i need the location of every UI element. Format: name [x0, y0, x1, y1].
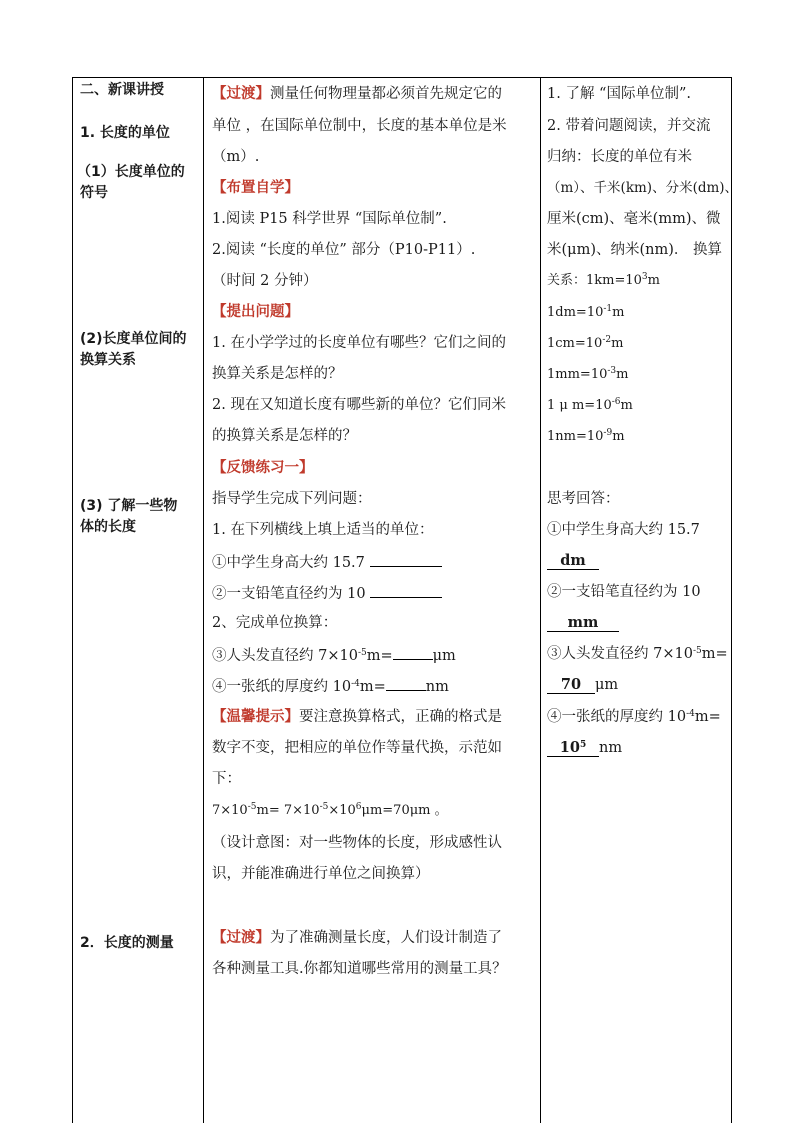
student-line4: （m）、千米(km)、分米(dm)、	[547, 180, 739, 196]
tip-tag: 【温馨提示】	[212, 709, 299, 725]
questions-tag: 【提出问题】	[212, 304, 299, 320]
feedback-task2: 2、完成单位换算：	[212, 615, 338, 631]
answer-q2-value: mm	[547, 615, 619, 632]
answer-q3: 70 μm	[547, 675, 618, 695]
tip-line3: 下：	[212, 771, 241, 787]
transition2-line1: 【过渡】为了准确测量长度，人们设计制造了	[212, 930, 502, 946]
exercise-q1: ①中学生身高大约 15.7	[212, 551, 442, 573]
transition2-tag: 【过渡】	[212, 930, 270, 946]
transition-paragraph-line1: 【过渡】测量任何物理量都必须首先规定它的	[212, 86, 502, 102]
tip-line1: 【温馨提示】要注意换算格式，正确的格式是	[212, 709, 502, 725]
answer-q1	[547, 551, 599, 571]
self-study-item1: 1.阅读 P15 科学世界 “国际单位制”.	[212, 211, 447, 227]
sub-unit-conversion-line2: 换算关系	[80, 352, 136, 368]
tip-line2: 数字不变，把相应的单位作等量代换，示范如	[212, 740, 502, 756]
conversion-um: 1 μ $m=10^{-6}m$	[547, 397, 633, 413]
answer-q3-value: 70	[547, 677, 595, 694]
answer-blank-q2[interactable]	[370, 582, 442, 598]
sub-unit-symbols-line2: 符号	[80, 185, 108, 201]
feedback-task1: 1. 在下列横线上填上适当的单位：	[212, 522, 434, 538]
sub-unit-symbols-line1: （1）长度单位的	[77, 164, 185, 180]
conversion-nm: $1nm=10^{-9}m$	[547, 428, 625, 444]
answer-blank-q4[interactable]	[386, 675, 426, 691]
self-study-item2: 2.阅读 “长度的单位” 部分（P10-P11）.	[212, 242, 476, 258]
student-line1: 1. 了解 “国际单位制”.	[547, 86, 691, 102]
exercise-q2: ②一支铅笔直径约为 10	[212, 582, 442, 604]
outline-column	[73, 78, 203, 1123]
sub-unit-conversion-line1: (2)长度单位间的	[80, 331, 187, 347]
lesson-table	[72, 77, 739, 1123]
question1-line2: 换算关系是怎样的？	[212, 366, 343, 382]
answer-blank-q1[interactable]	[370, 551, 442, 567]
student-activity-column	[541, 78, 739, 1123]
design-intent-line2: 识，并能准确进行单位之间换算）	[212, 866, 430, 882]
teacher-activity-column	[204, 78, 540, 1123]
question2-line2: 的换算关系是怎样的？	[212, 428, 357, 444]
topic-length-measurement: 2．长度的测量	[80, 935, 174, 951]
feedback-tag: 【反馈练习一】	[212, 460, 314, 476]
answer-q4: $10^5$ nm	[547, 738, 622, 758]
answer-q2-text: ②一支铅笔直径约为 10	[547, 584, 701, 600]
answer-q3-text: ③人头发直径约 $7\times 10^{-5}m=$	[547, 646, 728, 662]
answer-q1-value: dm	[547, 553, 599, 570]
answer-blank-q3[interactable]	[393, 644, 433, 660]
sub-object-length-line1: (3) 了解一些物	[80, 498, 178, 514]
question1-line1: 1. 在小学学过的长度单位有哪些？它们之间的	[212, 335, 506, 351]
conversion-cm: $1cm=10^{-2}m$	[547, 335, 624, 351]
design-intent-line1: （设计意图：对一些物体的长度，形成感性认	[212, 835, 502, 851]
transition-paragraph-line3: （m）.	[212, 149, 260, 165]
answer-q4-text: ④一张纸的厚度约 $10^{-4}m=$	[547, 709, 721, 725]
student-line3: 归纳：长度的单位有米	[547, 149, 692, 165]
conversion-example: $7\times 10^{-5}m= 7\times 10^{-5}\times 10^6\mu m=70\mu m$ 。	[212, 802, 448, 818]
transition-paragraph-line2: 单位 ，在国际单位制中，长度的基本单位是米	[212, 118, 507, 134]
answer-q1-text: ①中学生身高大约 15.7	[547, 522, 700, 538]
self-study-time: （时间 2 分钟）	[212, 273, 318, 289]
exercise-q4: ④一张纸的厚度约 $10^{-4}m=$ nm	[212, 675, 449, 697]
topic-length-units: 1. 长度的单位	[80, 125, 170, 141]
conversion-mm: $1mm=10^{-3}m$	[547, 366, 629, 382]
student-line5: 厘米(cm)、毫米(mm)、微	[547, 211, 721, 227]
answer-q2	[547, 613, 619, 633]
answer-q4-value: $10^5$	[547, 740, 599, 757]
question2-line1: 2. 现在又知道长度有哪些新的单位？它们同米	[212, 397, 506, 413]
self-study-tag: 【布置自学】	[212, 180, 299, 196]
exercise-q3: ③人头发直径约 $7\times 10^{-5}m= \mu m$	[212, 644, 456, 666]
student-line2: 2. 带着问题阅读，并交流	[547, 118, 711, 134]
think-answer-label: 思考回答：	[547, 491, 620, 507]
section-title: 二、新课讲授	[80, 82, 164, 98]
transition2-line2: 各种测量工具.你都知道哪些常用的测量工具？	[212, 961, 507, 977]
sub-object-length-line2: 体的长度	[80, 519, 136, 535]
student-line6: 米(μm)、纳米(nm)． 换算	[547, 242, 722, 258]
conversion-km: 关系：$1km=10^3m$	[547, 272, 660, 288]
transition-tag: 【过渡】	[212, 86, 270, 102]
conversion-dm: $1dm=10^{-1}m$	[547, 304, 625, 320]
feedback-intro: 指导学生完成下列问题：	[212, 491, 372, 507]
